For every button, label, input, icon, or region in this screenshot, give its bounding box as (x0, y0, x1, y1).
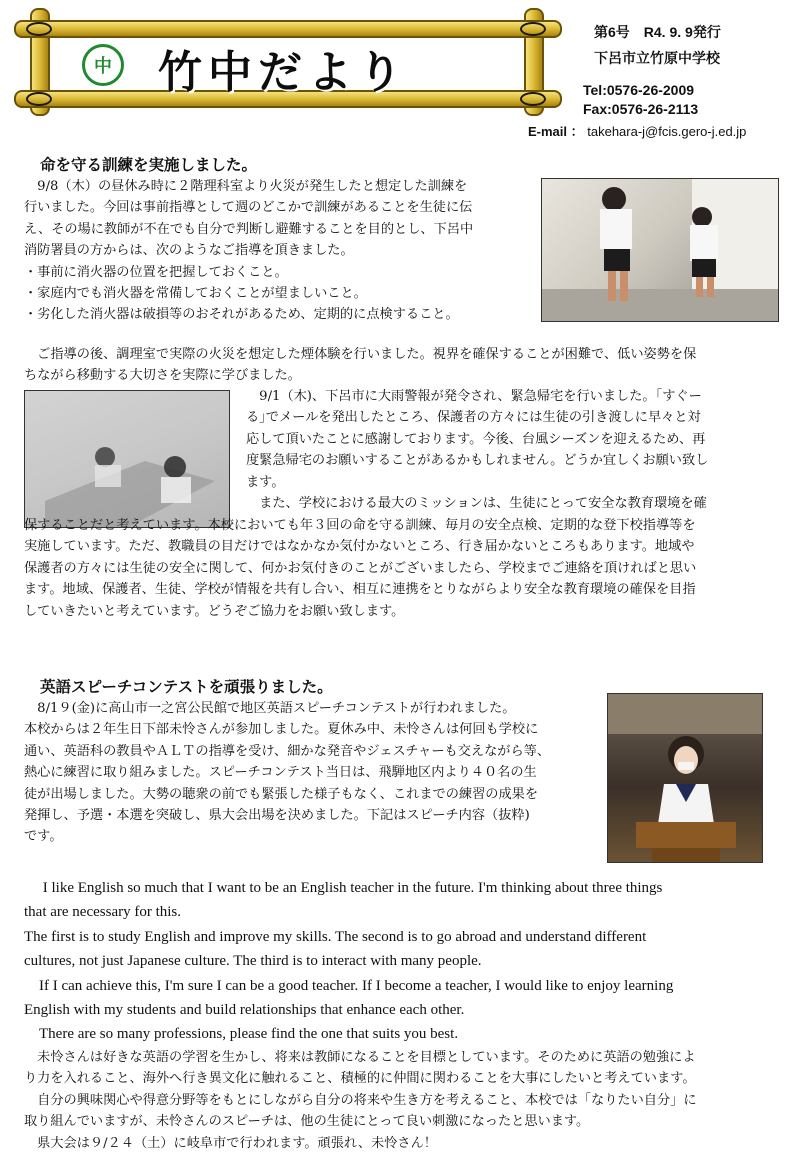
text-line: 行いました。今回は事前指導として週のどこかで訓練があることを生徒に伝 (24, 200, 473, 216)
fax-number: Fax:0576-26-2113 (583, 101, 699, 117)
text-line: 県大会は９/２４（土）に岐阜市で行われます。頑張れ、未怜さん！ (24, 1135, 437, 1151)
speech-line: that are necessary for this. (24, 904, 182, 921)
text-line: ご指導の後、調理室で実際の火災を想定した煙体験を行いました。視界を確保することが困難で、低い姿勢を保 (24, 347, 697, 362)
text-line: 熱心に練習に取り組みました。スピーチコンテスト当日は、飛騨地区内より４０名の生 (24, 765, 537, 781)
speech-line: The first is to study English and improve my skills. The second is to go abroad and understand different (24, 928, 647, 945)
article2-paragraph-1 (24, 698, 550, 848)
text-line: ・家庭内でも消火器を常備しておくことが望ましいこと。 (24, 286, 367, 302)
text-line: ちながら移動する大切さを実際に学びました。 (24, 368, 301, 384)
article1-paragraph-2 (24, 344, 696, 387)
text-line: 取り組んでいますが、未怜さんのスピーチは、他の生徒にとって良い刺激になったと思います。 (24, 1114, 590, 1130)
issue-info: 第6号 R4. 9. 9発行 (594, 24, 721, 40)
text-line: 発揮し、予選・本選を突破し、県大会出場を決めました。下記はスピーチ内容（抜粋) (24, 808, 530, 824)
text-line: です。 (24, 829, 63, 845)
text-line: る｣でメールを発出したところ、保護者の方々には生徒の引き渡しに早々と対 (246, 410, 701, 426)
school-name: 下呂市立竹原中学校 (594, 50, 720, 66)
photo-smoke-experience (24, 390, 230, 528)
rope-knot-icon (26, 92, 52, 106)
speech-excerpt (24, 876, 673, 1047)
text-line: 未怜さんは好きな英語の学習を生かし、将来は教師になることを目標としています。そのために英語の勉強によ (24, 1050, 696, 1065)
text-line: ます。地域、保護者、生徒、学校が情報を共有し合い、相互に連携をとりながらより安全な教育環境の確保を目指 (24, 582, 696, 598)
article1-paragraph-1 (24, 176, 473, 326)
text-line: 9/1（木)、下呂市に大雨警報が発令され、緊急帰宅を行いました。｢すぐー (246, 389, 702, 404)
speech-line: If I can achieve this, I'm sure I can be a good teacher. If I become a teacher, I would like to enjoy learning (24, 977, 674, 994)
text-line: また、学校における最大のミッションは、生徒にとって安全な教育環境を確 (246, 496, 707, 512)
email-address[interactable]: takehara-j@fcis.gero-j.ed.jp (587, 124, 747, 139)
article2-paragraph-2 (24, 1047, 697, 1154)
text-line: 保護者の方々には生徒の安全に関して、何かお気付きのことがございましたら、学校までご連絡を頂ければと思い (24, 560, 697, 576)
text-line: 徒が出場しました。大勢の聴衆の前でも緊張した様子もなく、これまでの練習の成果を (24, 786, 539, 802)
student-at-podium-illustration (608, 694, 763, 863)
text-line: 9/8（木）の昼休み時に２階理科室より火災が発生したと想定した訓練を (24, 179, 468, 194)
text-line: 実施しています。ただ、教職員の目だけではなかなか気付かないところ、行き届かないところもあります。地域や (24, 539, 695, 555)
text-line: 消防署員の方からは、次のようなご指導を頂きました。 (24, 243, 354, 259)
article1-paragraph-3 (246, 386, 708, 514)
text-line: 本校からは２年生日下部未怜さんが参加しました。夏休み中、未怜さんは何回も学校に (24, 722, 539, 738)
text-line: 度緊急帰宅のお願いすることがあるかもしれません。どうか宜しくお願い致し (246, 453, 709, 469)
rope-knot-icon (520, 22, 546, 36)
text-line: 応して頂いたことに感謝しております。今後、台風シーズンを迎えるため、再 (246, 431, 706, 447)
text-line: 保することだと考えています。本校においても年３回の命を守る訓練、毎月の安全点検、定期的な登下校指導等を (24, 518, 696, 533)
speech-line: cultures, not just Japanese culture. The third is to interact with many people. (24, 953, 482, 970)
text-line: していきたいと考えています。どうぞご協力をお願い致します。 (24, 603, 405, 619)
photo-speech-student (607, 693, 763, 863)
text-line: 8/1９(金)に高山市一之宮公民館で地区英語スピーチコンテストが行われました。 (24, 701, 516, 716)
smoke-room-illustration (25, 391, 230, 528)
text-line: 通い、英語科の教員やＡＬＴの指導を受け、細かな発音やジェスチャーも交えながら等、 (24, 743, 551, 759)
text-line: え、その場に教師が不在でも自分で判断し避難することを目的とし、下呂中 (24, 221, 474, 237)
speech-line: English with my students and build relationships that enhance each other. (24, 1002, 465, 1019)
email-label: E-mail ： (528, 124, 584, 139)
text-line: ・劣化した消火器は破損等のおそれがあるため、定期的に点検すること。 (24, 307, 459, 323)
photo-evacuation-drill (541, 178, 779, 322)
school-emblem-icon: 中 (82, 44, 124, 86)
email-line (528, 121, 746, 140)
students-crouching-illustration (542, 179, 779, 322)
rope-knot-icon (520, 92, 546, 106)
article1-paragraph-4 (24, 515, 696, 622)
speech-line: I like English so much that I want to be an English teacher in the future. I'm thinking about three things (24, 880, 663, 896)
text-line: 自分の興味関心や得意分野等をもとにしながら自分の将来や生き方を考えること、本校では「なりたい自分」に (24, 1092, 697, 1108)
article-heading-safety-drill: 命を守る訓練を実施しました。 (40, 156, 258, 174)
rope-knot-icon (26, 22, 52, 36)
masthead-banner (8, 6, 568, 118)
text-line: ます。 (246, 474, 285, 490)
text-line: ・事前に消火器の位置を把握しておくこと。 (24, 264, 288, 280)
newsletter-title: 竹中だより (158, 47, 408, 98)
text-line: り力を入れること、海外へ行き異文化に触れること、積極的に仲間に関わることを大事にしたいと考えています。 (24, 1071, 696, 1087)
speech-line: There are so many professions, please find the one that suits you best. (24, 1026, 459, 1043)
article-heading-speech-contest: 英語スピーチコンテストを頑張りました。 (40, 678, 333, 696)
telephone: Tel:0576-26-2009 (583, 82, 695, 98)
